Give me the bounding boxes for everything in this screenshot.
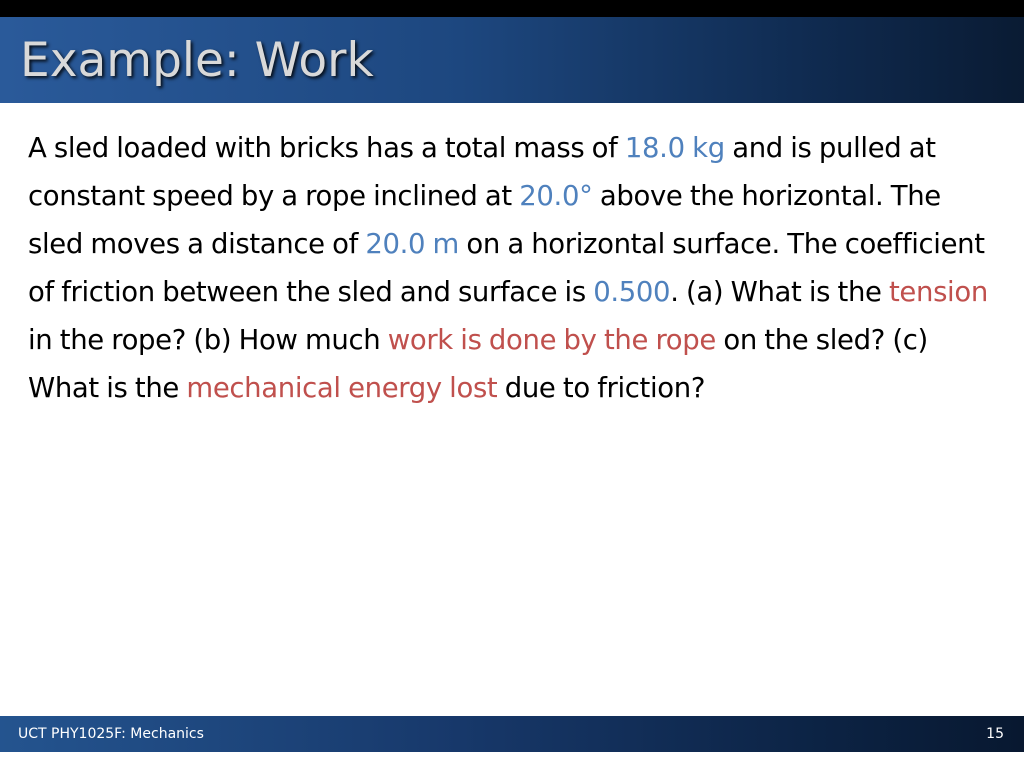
given-angle: 20.0° xyxy=(519,180,593,212)
problem-text: and is pulled at constant speed by a rope inclined at xyxy=(28,132,936,212)
problem-text: in the rope? (b) How much xyxy=(28,324,388,356)
top-black-bar xyxy=(0,0,1024,17)
page-number: 15 xyxy=(986,726,1004,742)
question-a-highlight: tension xyxy=(889,276,988,308)
problem-text: A sled loaded with bricks has a total mass of xyxy=(28,132,625,164)
bottom-strip xyxy=(0,752,1024,768)
footer-bar xyxy=(0,716,1024,752)
title-bar xyxy=(0,17,1024,103)
given-distance: 20.0 m xyxy=(365,228,459,260)
problem-text: on a horizontal surface. The coefficient of friction between the sled and surface is xyxy=(28,228,985,308)
slide-title: Example: Work xyxy=(20,33,374,88)
problem-text: . (a) What is the xyxy=(670,276,889,308)
question-c-highlight: mechanical energy lost xyxy=(186,372,498,404)
course-label: UCT PHY1025F: Mechanics xyxy=(18,726,204,742)
given-friction-coefficient: 0.500 xyxy=(593,276,671,308)
question-b-highlight: work is done by the rope xyxy=(387,324,716,356)
problem-text: above the horizontal. The sled moves a distance of xyxy=(28,180,941,260)
problem-text: due to friction? xyxy=(497,372,706,404)
problem-statement xyxy=(28,124,1003,412)
given-mass: 18.0 kg xyxy=(624,132,725,164)
problem-text: on the sled? (c) What is the xyxy=(28,324,928,404)
